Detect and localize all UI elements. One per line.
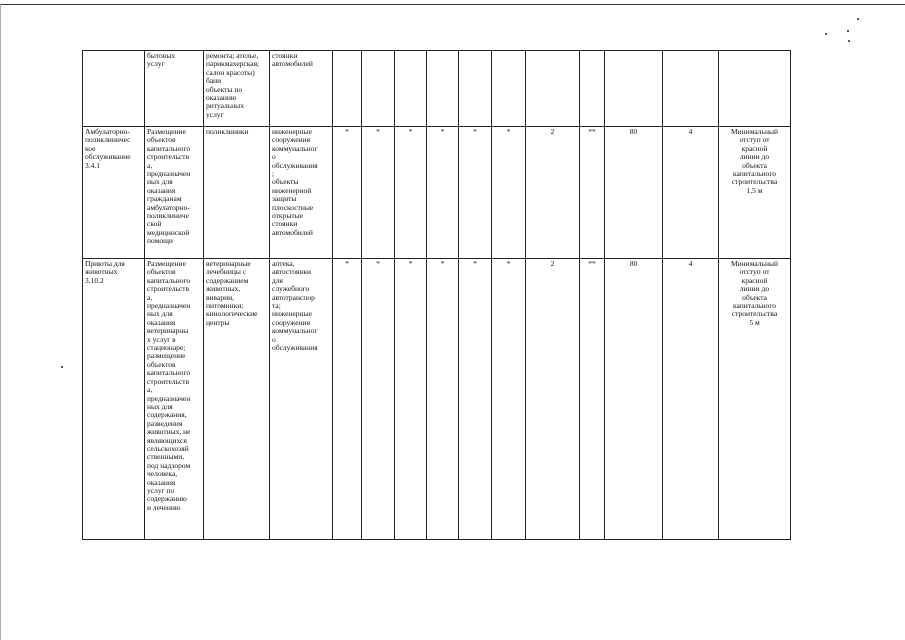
notes-cell: Минимальный отступ от красной линии до объекта капитального строительства 1,5 м <box>719 127 791 259</box>
scan-speck <box>61 366 63 368</box>
scan-left-border <box>0 4 1 640</box>
scan-speck <box>847 30 849 32</box>
param-cell <box>605 51 663 127</box>
auxiliary-uses-cell: инженерные сооружения коммунальног о обслуживания ; объекты инженерной защиты плоскостные открытые стоянки автомобилей <box>270 127 333 259</box>
param-cell: 4 <box>663 259 719 540</box>
param-cell <box>459 51 492 127</box>
use-name-cell <box>83 51 145 127</box>
use-name-cell: Приюты для животных 3.10.2 <box>83 259 145 540</box>
param-cell: 2 <box>526 127 580 259</box>
param-cell: 80 <box>605 127 663 259</box>
param-cell: * <box>395 259 427 540</box>
table-row <box>83 259 791 540</box>
primary-uses-cell: ремонта; ателье, парикмахерская; салон красоты) бани объекты по оказанию ритуальных услуг <box>204 51 270 127</box>
param-cell: ** <box>580 127 605 259</box>
table-row <box>83 127 791 259</box>
param-cell <box>492 51 526 127</box>
table-row <box>83 51 791 127</box>
zoning-table-fragment <box>82 50 790 539</box>
scan-speck <box>825 33 827 35</box>
param-cell: * <box>362 259 395 540</box>
param-cell: 2 <box>526 259 580 540</box>
param-cell: * <box>459 127 492 259</box>
param-cell: * <box>362 127 395 259</box>
param-cell: * <box>427 127 459 259</box>
auxiliary-uses-cell: стоянки автомобилей <box>270 51 333 127</box>
param-cell: * <box>459 259 492 540</box>
notes-cell <box>719 51 791 127</box>
scan-top-border <box>0 4 905 5</box>
param-cell <box>395 51 427 127</box>
use-description-cell: бытовых услуг <box>145 51 204 127</box>
param-cell: * <box>395 127 427 259</box>
param-cell: ** <box>580 259 605 540</box>
param-cell <box>362 51 395 127</box>
param-cell: 80 <box>605 259 663 540</box>
scan-speck <box>848 40 850 42</box>
param-cell: * <box>333 127 362 259</box>
param-cell <box>663 51 719 127</box>
param-cell <box>427 51 459 127</box>
param-cell <box>333 51 362 127</box>
param-cell: * <box>492 127 526 259</box>
param-cell <box>526 51 580 127</box>
param-cell: * <box>333 259 362 540</box>
param-cell: * <box>492 259 526 540</box>
primary-uses-cell: ветеринарные лечебницы с содержанием животных, виварии, питомники; кинологические центры <box>204 259 270 540</box>
param-cell: 4 <box>663 127 719 259</box>
permitted-use-table <box>82 50 791 540</box>
scan-speck <box>857 18 859 20</box>
use-description-cell: Размещение объектов капитального строительств а, предназначен ных для оказания ветеринарны х услуг в стационаре; размещение объектов капитального строительств а, предназначен ных для содержания, разведения животных, не являющихся сельскохозяй ственными, под надзором человека, оказания услуг по содержанию и лечению <box>145 259 204 540</box>
param-cell: * <box>427 259 459 540</box>
use-description-cell: Размещение объектов капитального строительств а, предназначен ных для оказания гражданам амбулаторно- поликлиниче ской медицинской помощи <box>145 127 204 259</box>
notes-cell: Минимальный отступ от красной линии до объекта капитального строительства 5 м <box>719 259 791 540</box>
auxiliary-uses-cell: аптека, автостоянки для служебного автотранспор та; инженерные сооружения коммунальног о обслуживания <box>270 259 333 540</box>
use-name-cell: Амбулаторно- поликлиничес кое обслуживание 3.4.1 <box>83 127 145 259</box>
param-cell <box>580 51 605 127</box>
primary-uses-cell: поликлиники <box>204 127 270 259</box>
